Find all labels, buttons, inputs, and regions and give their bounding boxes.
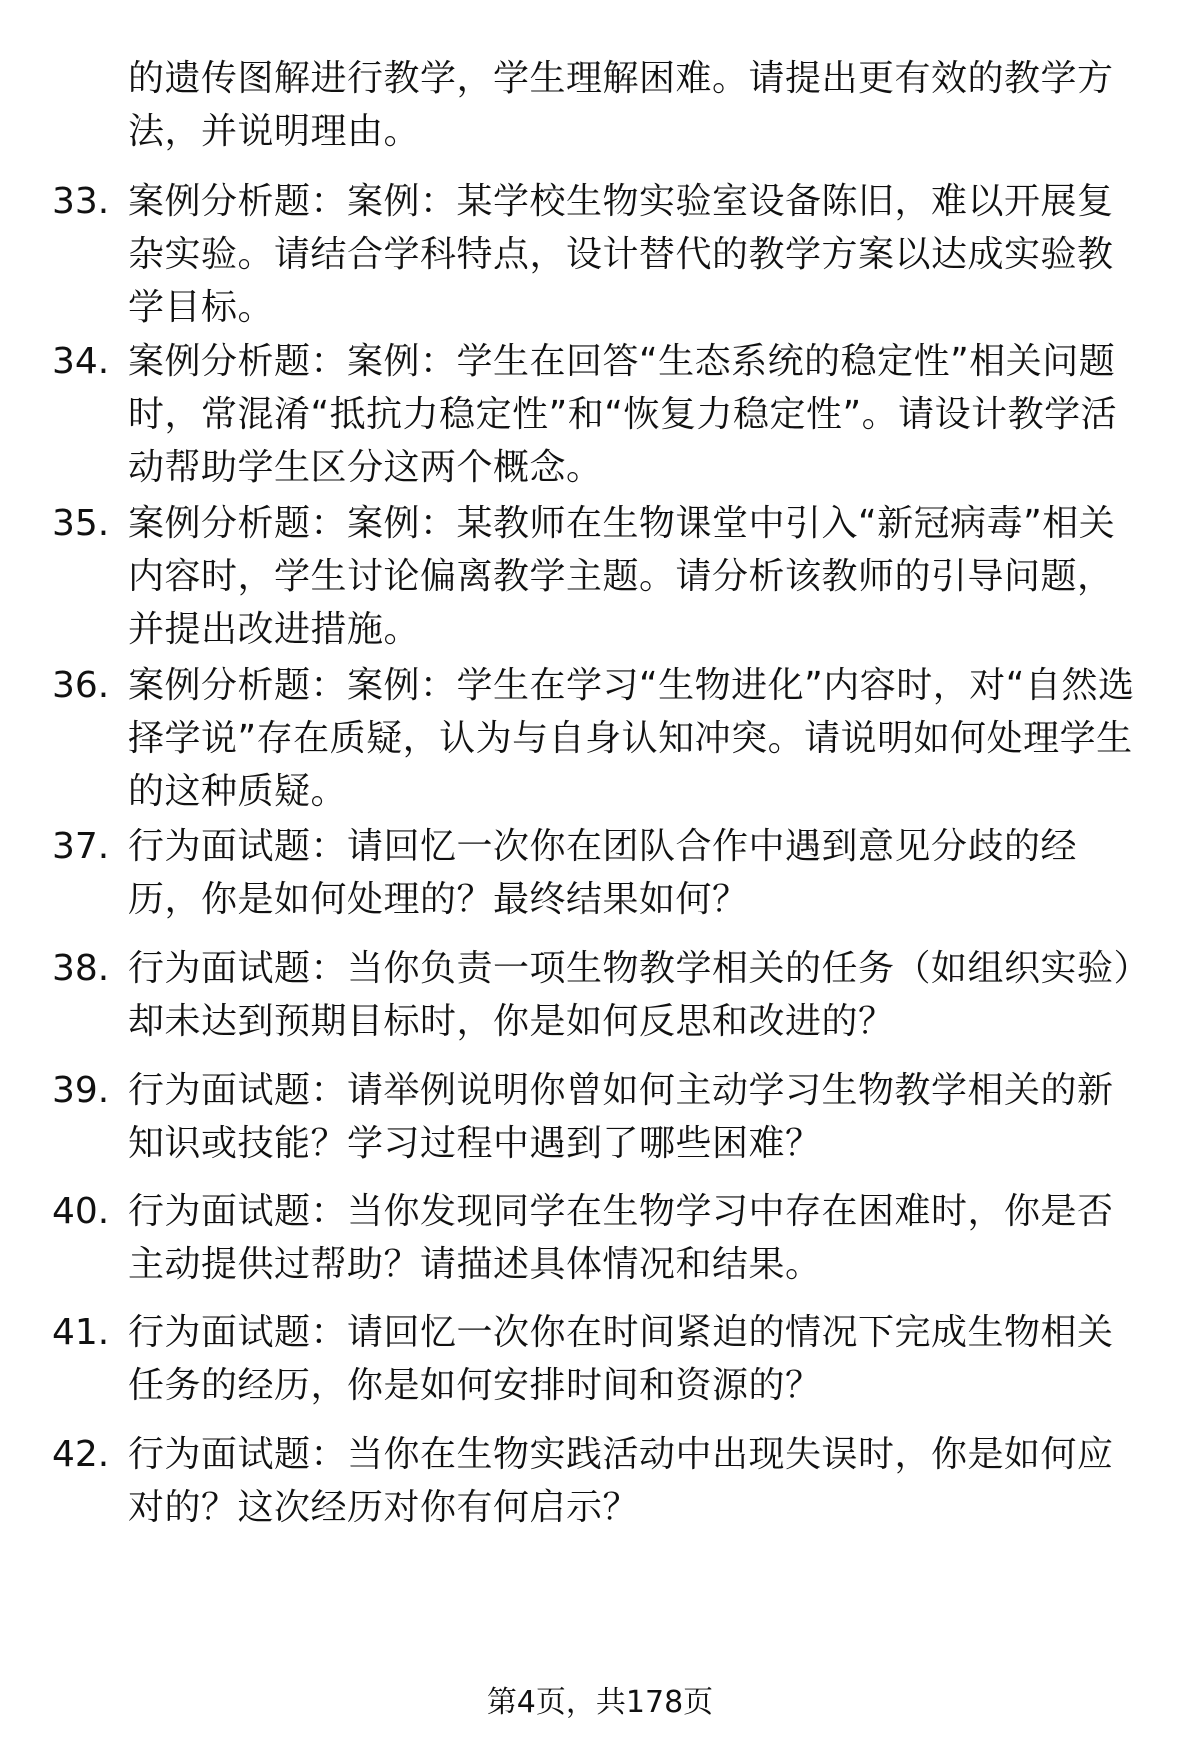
item-number: 34.	[52, 341, 110, 382]
item-number: 39.	[52, 1070, 110, 1111]
item-text: 行为面试题：当你在生物实践活动中出现失误时，你是如何应对的？这次经历对你有何启示？	[128, 1434, 1114, 1528]
page-footer: 第4页，共178页	[486, 1685, 714, 1720]
item-number: 35.	[52, 503, 110, 544]
item-text: 行为面试题：请回忆一次你在团队合作中遇到意见分歧的经历，你是如何处理的？最终结果如何？	[128, 826, 1078, 920]
item-text: 行为面试题：当你负责一项生物教学相关的任务（如组织实验）却未达到预期目标时，你是如何反思和改进的？	[128, 948, 1133, 1042]
item-number: 42.	[52, 1434, 110, 1475]
item-text: 案例分析题：案例：学生在回答“生态系统的稳定性”相关问题时，常混淆“抵抗力稳定性”和“恢复力稳定性”。请设计教学活动帮助学生区分这两个概念。	[128, 341, 1118, 488]
item-number: 33.	[52, 181, 110, 222]
item-number: 37.	[52, 826, 110, 867]
item-text: 案例分析题：案例：学生在学习“生物进化”内容时，对“自然选择学说”存在质疑，认为与自身认知冲突。请说明如何处理学生的这种质疑。	[128, 665, 1135, 812]
item-text: 行为面试题：请举例说明你曾如何主动学习生物教学相关的新知识或技能？学习过程中遇到了哪些困难？	[128, 1070, 1114, 1164]
item-number: 41.	[52, 1312, 110, 1353]
item-text: 案例分析题：案例：某学校生物实验室设备陈旧，难以开展复杂实验。请结合学科特点，设计替代的教学方案以达成实验教学目标。	[128, 181, 1114, 328]
item-number: 38.	[52, 948, 110, 989]
item-text: 行为面试题：当你发现同学在生物学习中存在困难时，你是否主动提供过帮助？请描述具体情况和结果。	[128, 1191, 1114, 1285]
item-number: 36.	[52, 665, 110, 706]
continuation-paragraph: 的遗传图解进行教学，学生理解困难。请提出更有效的教学方法，并说明理由。	[128, 58, 1114, 152]
item-number: 40.	[52, 1191, 110, 1232]
item-text: 行为面试题：请回忆一次你在时间紧迫的情况下完成生物相关任务的经历，你是如何安排时间和资源的？	[128, 1312, 1114, 1406]
item-text: 案例分析题：案例：某教师在生物课堂中引入“新冠病毒”相关内容时，学生讨论偏离教学主题。请分析该教师的引导问题，并提出改进措施。	[128, 503, 1116, 650]
